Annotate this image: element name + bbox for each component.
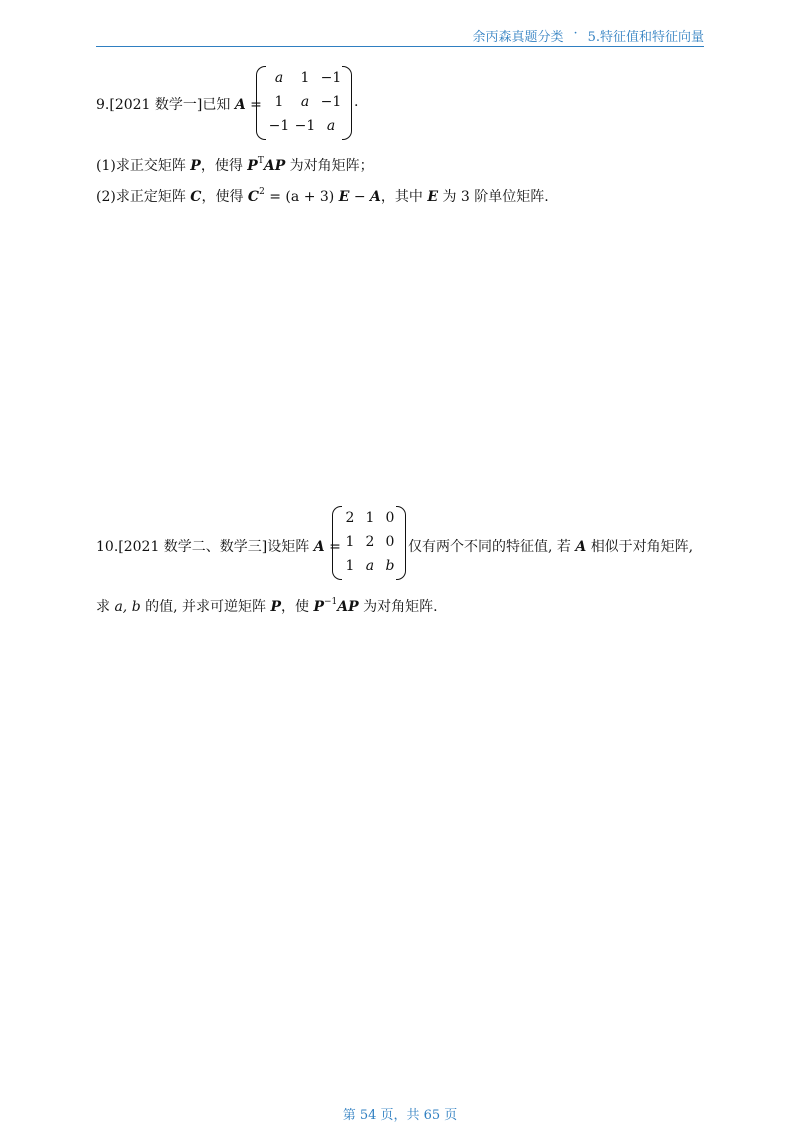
superscript: 2: [259, 187, 265, 197]
matrix-cell: −1: [320, 70, 342, 86]
equals-sign: =: [329, 539, 341, 555]
symbol-ab: a, b: [114, 599, 141, 615]
symbol-p: P: [313, 599, 324, 615]
problem-9-heading: [96, 94, 262, 114]
matrix-cell: 0: [385, 510, 395, 526]
problem-number: 9.: [96, 97, 110, 113]
symbol-e: E: [338, 189, 350, 205]
symbol-ap: AP: [263, 158, 286, 174]
equation-text: = (a + 3): [269, 189, 335, 205]
minus-sign: −: [349, 189, 371, 205]
symbol-c: C: [190, 189, 202, 205]
matrix-cell: 1: [274, 94, 284, 110]
matrix-cell: a: [365, 558, 375, 574]
symbol-c: C: [247, 189, 260, 205]
part-text: 为对角矩阵；: [289, 158, 374, 174]
problem-text: 仅有两个不同的特征值, 若: [408, 539, 571, 555]
problem-text: 的值, 并求可逆矩阵: [145, 599, 267, 615]
matrix-cell: 2: [345, 510, 355, 526]
part-text: 求正定矩阵: [115, 189, 186, 205]
header-separator: ·: [573, 26, 578, 41]
symbol-p: P: [190, 158, 201, 174]
matrix-cell: −1: [320, 94, 342, 110]
symbol-e: E: [427, 189, 439, 205]
matrix-cell: −1: [268, 118, 290, 134]
symbol-p: P: [247, 158, 258, 174]
problem-9-part-1: [96, 155, 374, 175]
matrix-cell: 2: [365, 534, 375, 550]
symbol-ap: AP: [337, 599, 359, 615]
matrix-cell: 1: [365, 510, 375, 526]
problem-10-heading: [96, 536, 341, 556]
matrix-cell: 1: [345, 534, 355, 550]
problem-text: 求: [96, 599, 110, 615]
problem-text: 为对角矩阵.: [363, 599, 438, 615]
matrix-a-9: [256, 66, 352, 138]
matrix-cell: 0: [385, 534, 395, 550]
matrix-cell: −1: [294, 118, 316, 134]
symbol-a: A: [370, 189, 381, 205]
part-text: 求正交矩阵: [115, 158, 186, 174]
matrix-cell: b: [385, 558, 395, 574]
part-label: (1): [96, 158, 116, 174]
matrix-cell: a: [326, 118, 336, 134]
matrix-cell: 1: [345, 558, 355, 574]
problem-source: [2021 数学二、数学三]: [118, 539, 268, 555]
problem-10-condition: [408, 536, 693, 556]
symbol-p: P: [270, 599, 282, 615]
part-text: ，其中: [380, 189, 423, 205]
superscript: T: [257, 156, 264, 166]
matrix-a-10: [332, 506, 406, 578]
left-paren: [256, 66, 266, 140]
problem-text: 相似于对角矩阵,: [590, 539, 694, 555]
page-header: [96, 26, 704, 47]
matrix-cell: a: [300, 94, 310, 110]
problem-number: 10.: [96, 539, 119, 555]
header-chapter: 5.特征值和特征向量: [587, 30, 704, 45]
part-text: 为 3 阶单位矩阵.: [442, 189, 549, 205]
problem-intro: 已知: [202, 97, 231, 113]
part-label: (2): [96, 189, 116, 205]
problem-text: ，使: [281, 599, 310, 615]
matrix-cell: 1: [300, 70, 310, 86]
problem-10-question: [96, 596, 438, 616]
symbol-a: A: [575, 539, 587, 555]
problem-source: [2021 数学一]: [109, 97, 203, 113]
page-footer: 第 54 页，共 65 页: [342, 1108, 458, 1123]
matrix-cell: a: [274, 70, 284, 86]
part-text: ，使得: [200, 158, 243, 174]
matrix-name: A: [234, 97, 246, 113]
part-text: ，使得: [201, 189, 244, 205]
period: .: [354, 94, 359, 110]
problem-9-part-2: [96, 186, 549, 206]
header-title: 余丙森真题分类: [472, 30, 564, 45]
equals-sign: =: [250, 97, 262, 113]
problem-intro: 设矩阵: [267, 539, 310, 555]
matrix-name: A: [313, 539, 325, 555]
superscript: −1: [324, 597, 338, 607]
